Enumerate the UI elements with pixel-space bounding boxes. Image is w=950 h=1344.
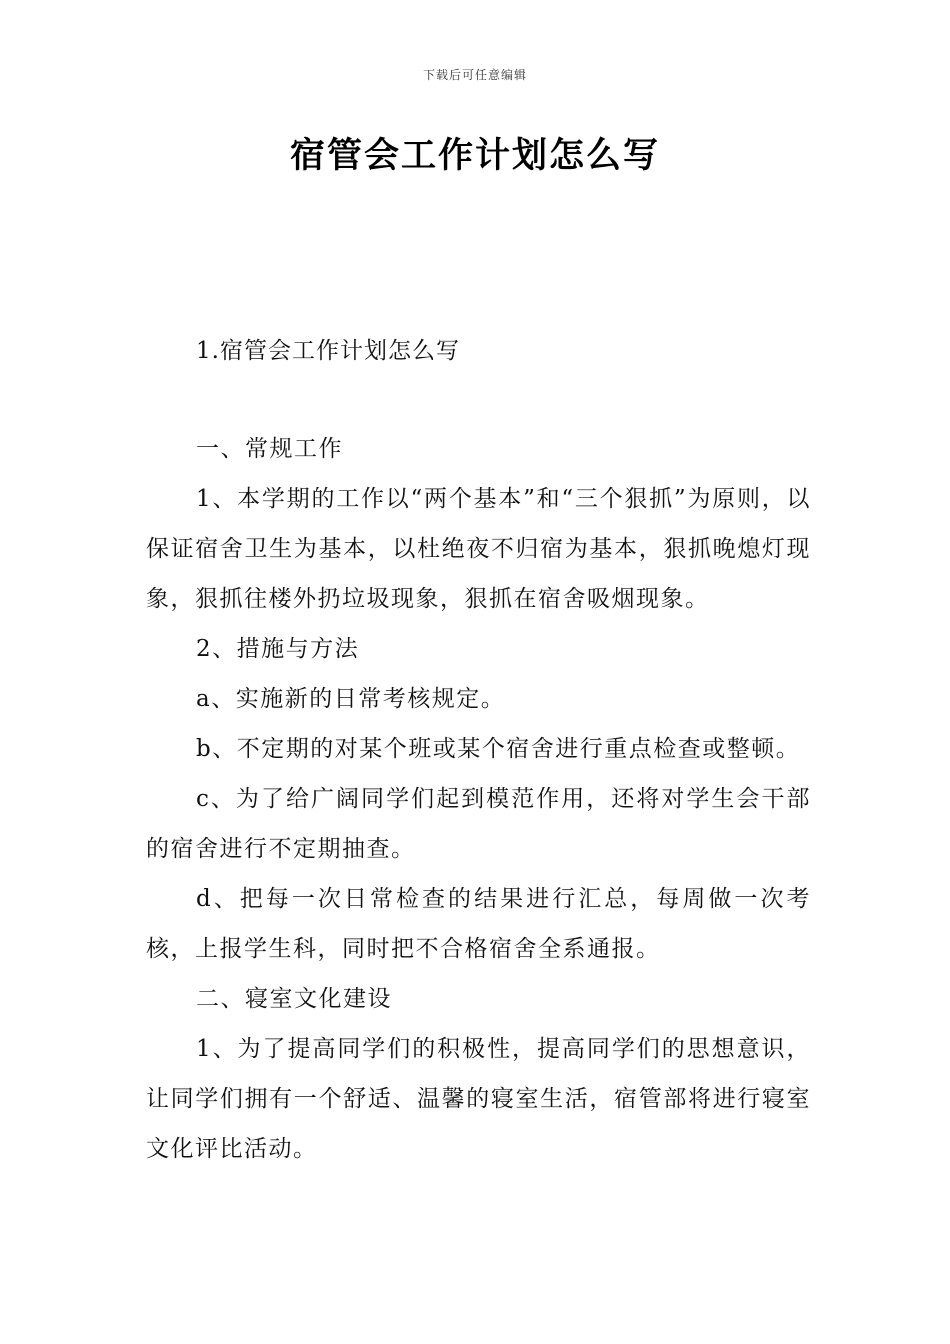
paragraph: 1、为了提高同学们的积极性，提高同学们的思想意识，让同学们拥有一个舒适、温馨的寝室生活，宿管部将进行寝室文化评比活动。	[146, 1036, 811, 1162]
paragraph: 2、措施与方法	[196, 636, 360, 662]
document-body	[146, 326, 811, 1174]
list-item: b、不定期的对某个班或某个宿舍进行重点检查或整顿。	[196, 736, 801, 762]
paragraph: 1、本学期的工作以“两个基本”和“三个狠抓”为原则，以保证宿舍卫生为基本，以杜绝夜不归宿为基本，狠抓晚熄灯现象，狠抓往楼外扔垃圾现象，狠抓在宿舍吸烟现象。	[146, 486, 811, 612]
section-heading-dorm-culture: 二、寝室文化建设	[196, 986, 392, 1012]
document-title: 宿管会工作计划怎么写	[289, 136, 660, 176]
section-subheading: 1.宿管会工作计划怎么写	[196, 338, 460, 364]
list-item: a、实施新的日常考核规定。	[196, 686, 506, 712]
list-item: d、把每一次日常检查的结果进行汇总，每周做一次考核，上报学生科，同时把不合格宿舍全系通报。	[146, 886, 811, 962]
list-item: c、为了给广阔同学们起到模范作用，还将对学生会干部的宿舍进行不定期抽查。	[146, 786, 811, 862]
section-heading-routine-work: 一、常规工作	[196, 436, 343, 462]
page-header-note: 下载后可任意编辑	[422, 68, 527, 82]
